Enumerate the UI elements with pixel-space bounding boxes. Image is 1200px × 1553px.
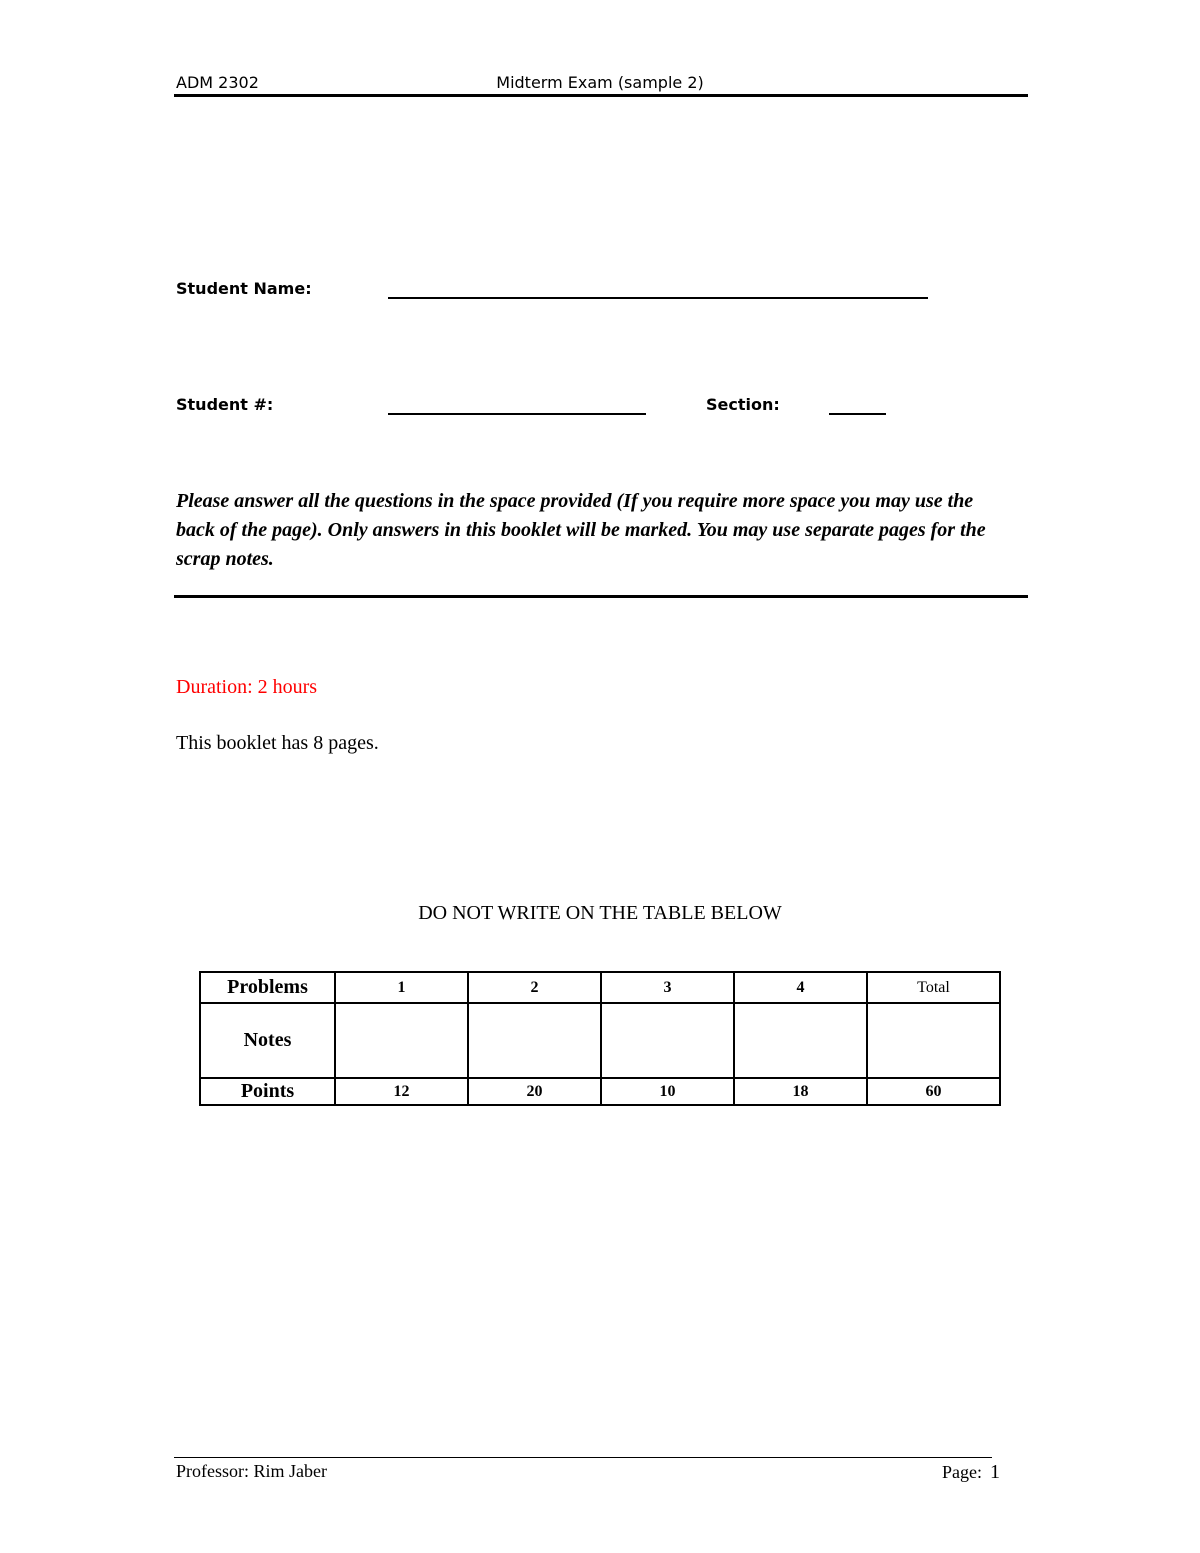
notes-cell bbox=[734, 1003, 867, 1078]
notes-row bbox=[200, 1003, 1000, 1078]
problem-cell: 3 bbox=[601, 972, 734, 1003]
professor-name: Professor: Rim Jaber bbox=[176, 1461, 327, 1481]
exam-title: Midterm Exam (sample 2) bbox=[496, 73, 704, 92]
notes-cell bbox=[335, 1003, 468, 1078]
points-total-cell: 60 bbox=[867, 1078, 1000, 1105]
problems-row bbox=[200, 972, 1000, 1003]
points-cell: 12 bbox=[335, 1078, 468, 1105]
points-row-label: Points bbox=[200, 1078, 335, 1105]
section-label: Section: bbox=[706, 395, 780, 414]
grading-table bbox=[199, 971, 1001, 1106]
page-number: 1 bbox=[990, 1461, 1000, 1483]
page-indicator bbox=[942, 1461, 1000, 1484]
notes-cell bbox=[601, 1003, 734, 1078]
table-heading: DO NOT WRITE ON THE TABLE BELOW bbox=[418, 902, 782, 924]
duration-text: Duration: 2 hours bbox=[176, 676, 318, 698]
header-rule bbox=[174, 94, 1028, 97]
section-field[interactable] bbox=[829, 413, 886, 415]
problem-cell: 4 bbox=[734, 972, 867, 1003]
points-row bbox=[200, 1078, 1000, 1105]
student-number-label: Student #: bbox=[176, 395, 274, 414]
notes-cell bbox=[867, 1003, 1000, 1078]
footer-rule bbox=[174, 1457, 992, 1458]
points-cell: 10 bbox=[601, 1078, 734, 1105]
student-name-label: Student Name: bbox=[176, 279, 312, 298]
problems-row-label: Problems bbox=[200, 972, 335, 1003]
instructions-text: Please answer all the questions in the space provided (If you require more space you may use the back of the page). Only answers in this booklet will be marked. You may use separate pages for the scrap notes. bbox=[176, 490, 986, 570]
student-number-field[interactable] bbox=[388, 413, 646, 415]
points-cell: 18 bbox=[734, 1078, 867, 1105]
problem-cell: 1 bbox=[335, 972, 468, 1003]
problem-cell: 2 bbox=[468, 972, 601, 1003]
page-label: Page: bbox=[942, 1462, 982, 1482]
problem-total-cell: Total bbox=[867, 972, 1000, 1003]
instructions-rule bbox=[174, 595, 1028, 598]
course-code: ADM 2302 bbox=[176, 73, 259, 92]
notes-row-label: Notes bbox=[200, 1003, 335, 1078]
page-count-note: This booklet has 8 pages. bbox=[176, 732, 379, 754]
student-name-field[interactable] bbox=[388, 297, 928, 299]
points-cell: 20 bbox=[468, 1078, 601, 1105]
notes-cell bbox=[468, 1003, 601, 1078]
